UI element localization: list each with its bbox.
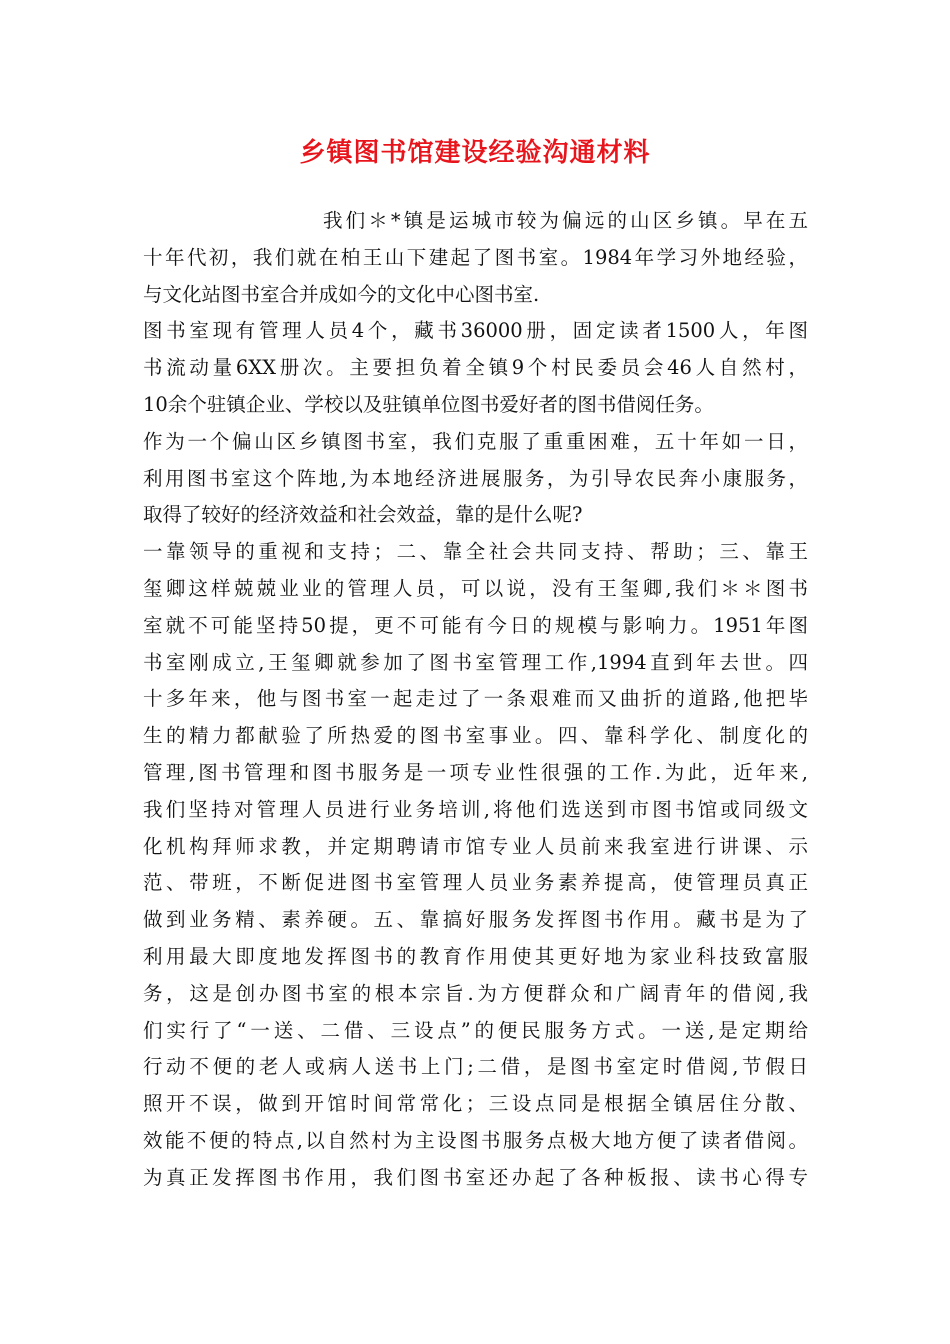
text-line: 十年代初，我们就在柏王山下建起了图书室。1984年学习外地经验，	[143, 245, 808, 269]
text-line: 与文化站图书室合并成如今的文化中心图书室.	[143, 282, 540, 306]
text-line: 一靠领导的重视和支持；二、靠全社会共同支持、帮助；三、靠王	[143, 540, 808, 564]
text-line: 为真正发挥图书作用，我们图书室还办起了各种板报、读书心得专	[143, 1165, 808, 1189]
text-line: 作为一个偏山区乡镇图书室，我们克服了重重困难，五十年如一日，	[143, 429, 808, 453]
text-line: 利用图书室这个阵地,为本地经济进展服务，为引导农民奔小康服务，	[143, 466, 808, 490]
text-line: 十多年来，他与图书室一起走过了一条艰难而又曲折的道路,他把毕	[143, 687, 808, 711]
text-line: 我们坚持对管理人员进行业务培训,将他们选送到市图书馆或同级文	[143, 797, 808, 821]
text-line: 利用最大即度地发挥图书的教育作用使其更好地为家业科技致富服	[143, 944, 808, 968]
document-body	[143, 203, 808, 1197]
text-line: 书室刚成立,王玺卿就参加了图书室管理工作,1994直到年去世。四	[143, 650, 808, 674]
text-line: 化机构拜师求教，并定期聘请市馆专业人员前来我室进行讲课、示	[143, 834, 808, 858]
text-line: 照开不误，做到开馆时间常常化；三设点同是根据全镇居住分散、	[143, 1092, 808, 1116]
text-line: 行动不便的老人或病人送书上门;二借，是图书室定时借阅,节假日	[143, 1055, 808, 1079]
text-line: 10余个驻镇企业、学校以及驻镇单位图书爱好者的图书借阅任务。	[143, 392, 714, 416]
text-line: 图书室现有管理人员4个，藏书36000册，固定读者1500人，年图	[143, 319, 808, 343]
text-line: 我们＊*镇是运城市较为偏远的山区乡镇。早在五	[323, 209, 808, 232]
text-line: 做到业务精、素养硬。五、靠搞好服务发挥图书作用。藏书是为了	[143, 908, 808, 932]
text-line: 务，这是创办图书室的根本宗旨.为方便群众和广阔青年的借阅,我	[143, 981, 808, 1005]
text-line: 们实行了“一送、二借、三设点”的便民服务方式。一送,是定期给	[143, 1018, 808, 1042]
text-line: 范、带班，不断促进图书室管理人员业务素养提高，使管理员真正	[143, 871, 808, 895]
text-line: 室就不可能坚持50提，更不可能有今日的规模与影响力。1951年图	[143, 613, 808, 637]
text-line: 管理,图书管理和图书服务是一项专业性很强的工作.为此，近年来,	[143, 760, 808, 784]
text-line: 取得了较好的经济效益和社会效益，靠的是什么呢?	[143, 503, 583, 527]
text-line: 效能不便的特点,以自然村为主设图书服务点极大地方便了读者借阅。	[143, 1128, 808, 1152]
text-line: 书流动量6XX册次。主要担负着全镇9个村民委员会46人自然村，	[143, 356, 808, 380]
document-title: 乡镇图书馆建设经验沟通材料	[299, 138, 651, 168]
text-line: 生的精力都献验了所热爱的图书室事业。四、靠科学化、制度化的	[143, 724, 808, 748]
text-line: 玺卿这样兢兢业业的管理人员，可以说，没有王玺卿,我们＊＊图书	[143, 576, 808, 600]
